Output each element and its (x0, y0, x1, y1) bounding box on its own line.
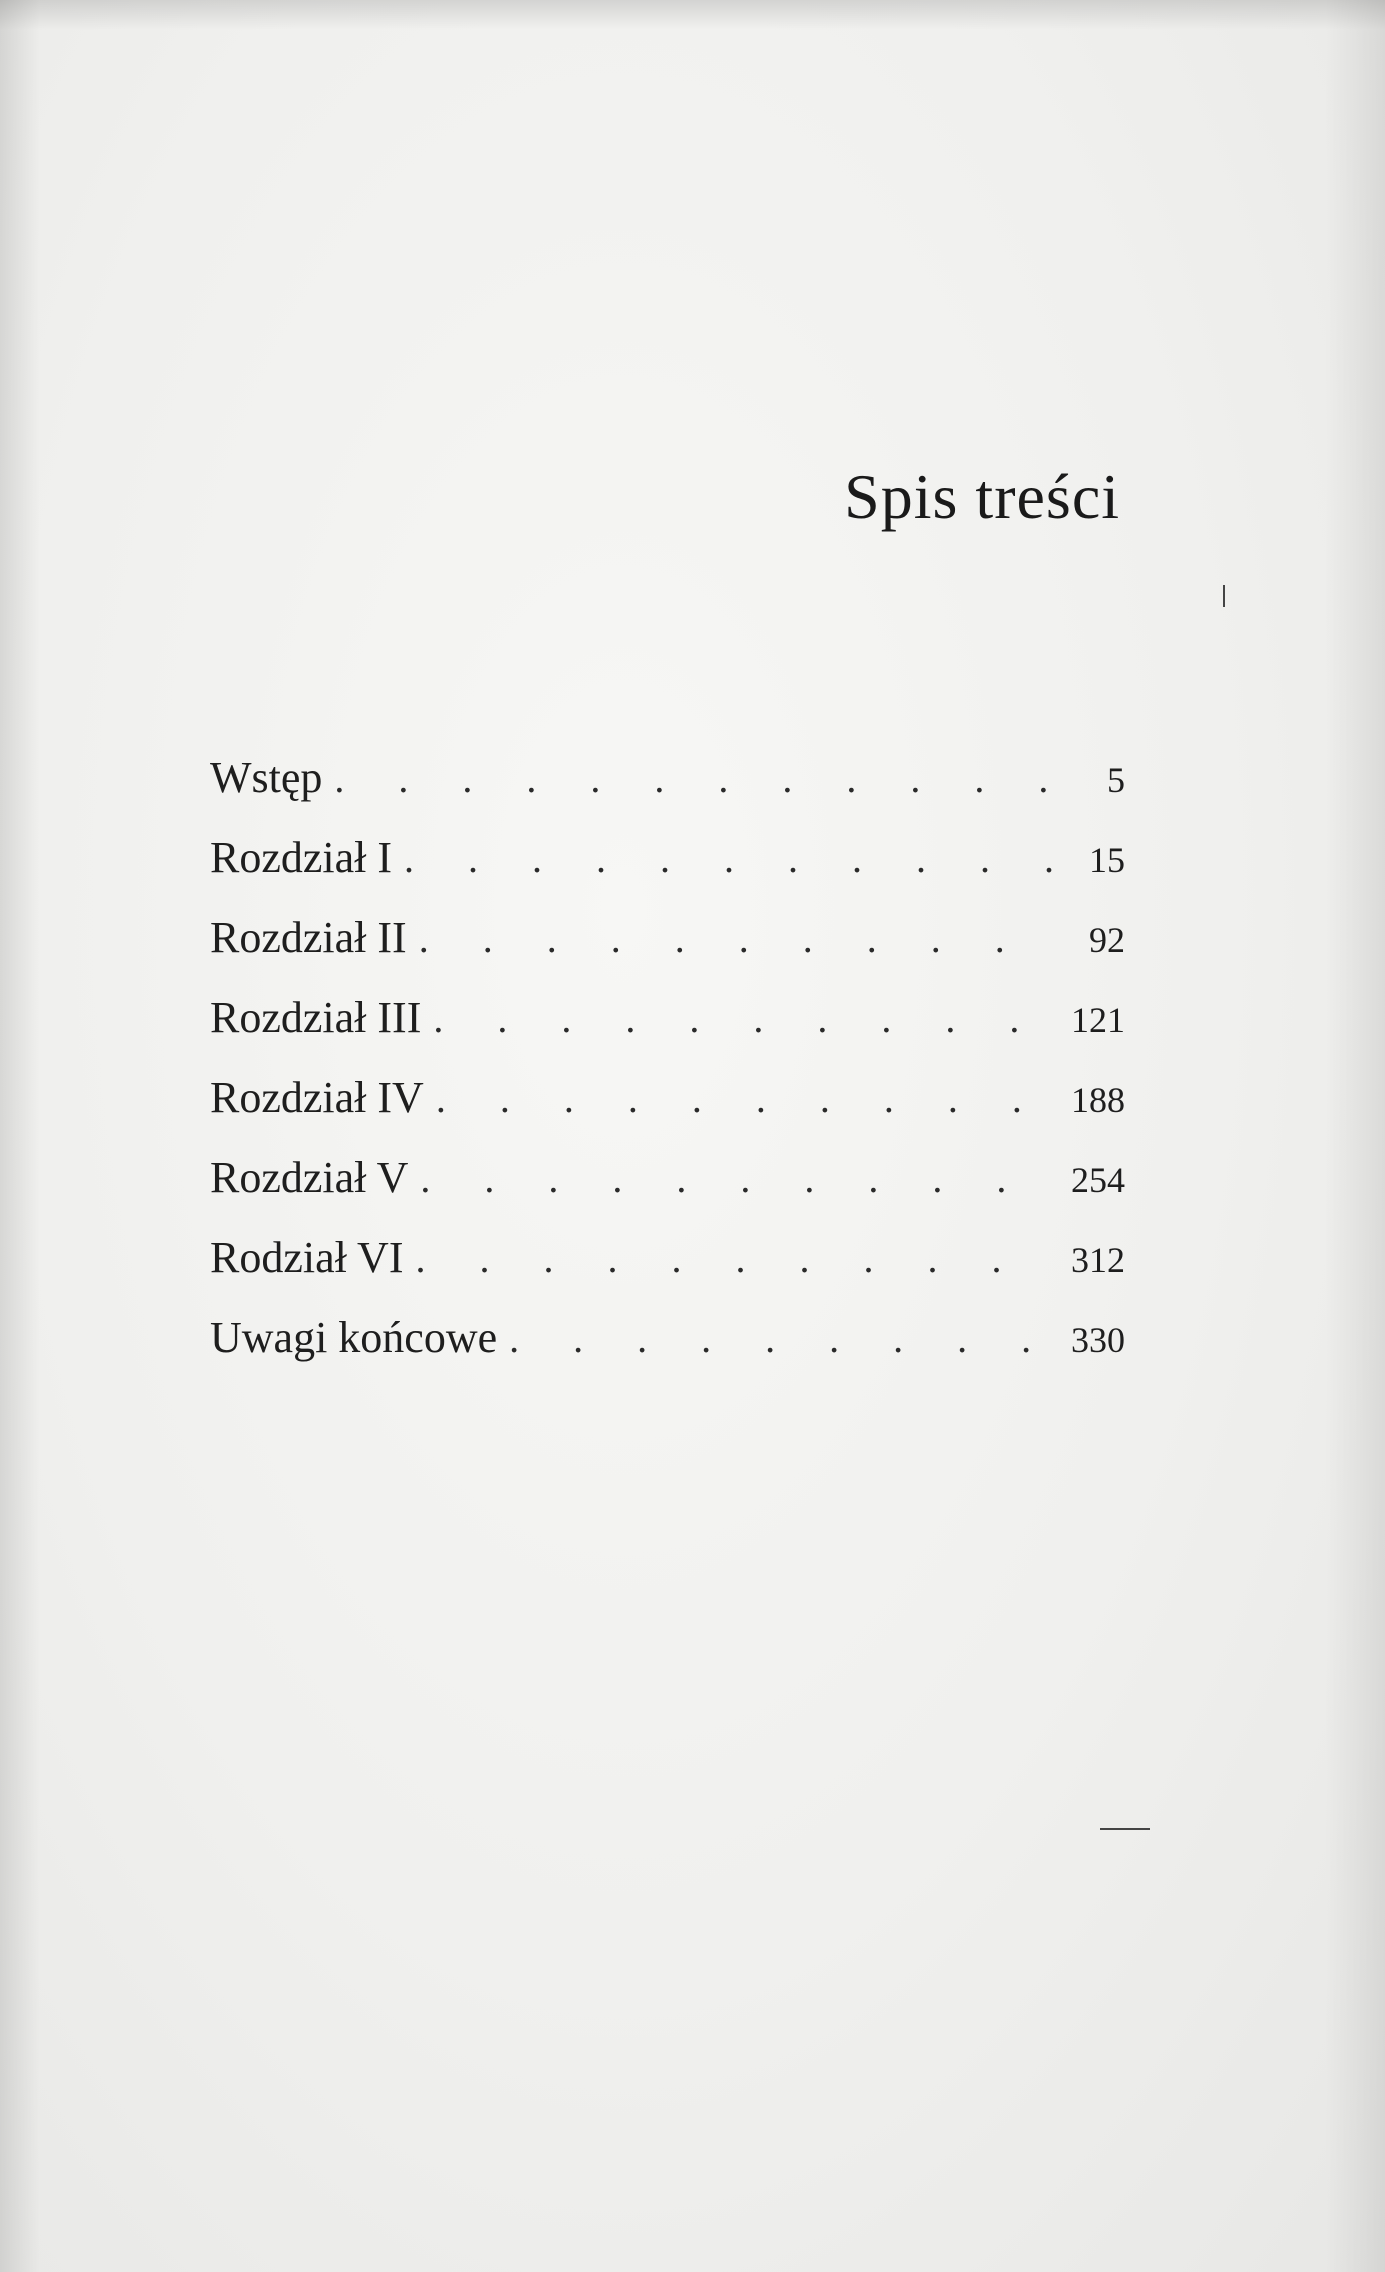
toc-entry-label: Uwagi końcowe (210, 1313, 498, 1362)
toc-entry-chapter-4 (210, 1072, 1125, 1152)
paper-speck (1223, 585, 1225, 607)
toc-entry-page: 312 (1071, 1240, 1125, 1280)
toc-entry-page: 188 (1071, 1080, 1125, 1120)
toc-entry-page: 121 (1071, 1000, 1125, 1040)
toc-entry-label: Rozdział I (210, 833, 393, 882)
toc-entry-intro (210, 752, 1125, 832)
toc-entry-page: 5 (1107, 760, 1125, 800)
dot-leader (436, 1075, 1057, 1122)
toc-entry-page: 254 (1071, 1160, 1125, 1200)
page-top-shadow (0, 0, 1385, 30)
toc-entry-label: Rodział VI (210, 1233, 404, 1282)
dot-leader (334, 755, 1057, 802)
dot-leader (509, 1315, 1057, 1362)
toc-entry-chapter-1 (210, 832, 1125, 912)
toc-entry-chapter-6 (210, 1232, 1125, 1312)
toc-entry-chapter-5 (210, 1152, 1125, 1232)
toc-entry-page: 92 (1089, 920, 1125, 960)
toc-entry-page: 330 (1071, 1320, 1125, 1360)
toc-entry-label: Rozdział IV (210, 1073, 424, 1122)
toc-entry-chapter-2 (210, 912, 1125, 992)
dot-leader (419, 915, 1057, 962)
toc-entry-page: 15 (1089, 840, 1125, 880)
toc-entry-final-remarks (210, 1312, 1125, 1392)
paper-speck (1100, 1828, 1150, 1830)
dot-leader (416, 1235, 1058, 1282)
toc-entry-label: Rozdział II (210, 913, 407, 962)
toc-entry-chapter-3 (210, 992, 1125, 1072)
page-title: Spis treści (844, 461, 1120, 532)
page-left-shadow (0, 0, 40, 2272)
dot-leader (420, 1155, 1057, 1202)
toc-entry-label: Wstęp (210, 753, 323, 802)
toc-entry-label: Rozdział V (210, 1153, 409, 1202)
page-right-shadow (1325, 0, 1385, 2272)
dot-leader (433, 995, 1057, 1042)
toc-entry-label: Rozdział III (210, 993, 422, 1042)
table-of-contents (210, 752, 1125, 1392)
dot-leader (404, 835, 1057, 882)
